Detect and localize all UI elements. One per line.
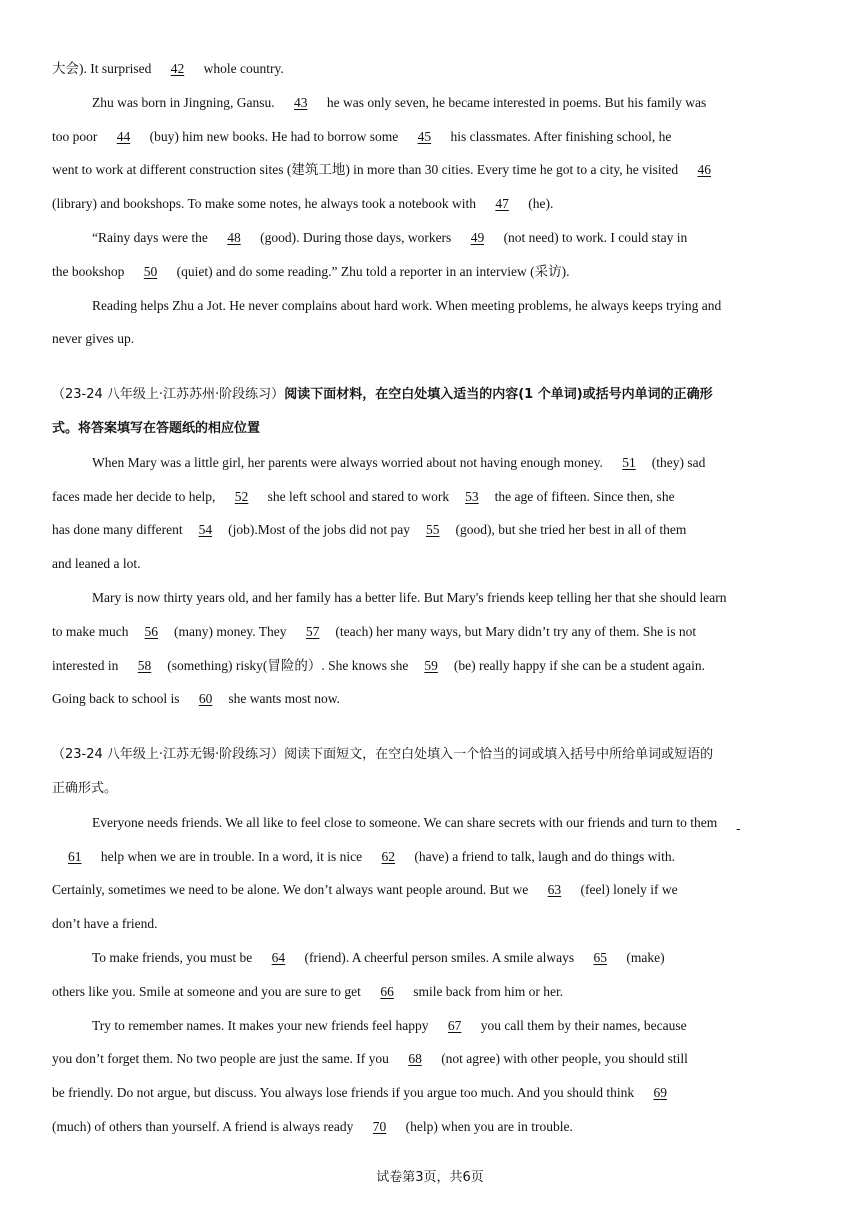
passage-2 <box>52 446 812 716</box>
text-line <box>52 187 812 221</box>
answer-blank[interactable]: 69 <box>653 1085 667 1101</box>
text-run: never gives up. <box>52 331 135 347</box>
text-run: the age of fifteen. Since then, she <box>494 488 675 504</box>
text-line <box>52 649 812 683</box>
passage-1 <box>52 52 812 356</box>
text-run: (make) <box>622 949 665 965</box>
answer-blank[interactable]: 44 <box>116 128 131 144</box>
text-run: has done many different <box>52 522 183 538</box>
text-run: Going back to school is <box>52 691 183 707</box>
answer-blank[interactable]: 51 <box>622 454 636 470</box>
answer-blank[interactable]: 59 <box>424 657 438 673</box>
answer-blank[interactable]: 53 <box>465 488 479 504</box>
answer-blank[interactable]: 65 <box>593 949 607 965</box>
exam-page <box>52 52 812 1144</box>
text-run: (good). During those days, workers <box>256 229 455 245</box>
text-run: (many) money. They <box>173 623 290 639</box>
answer-blank[interactable]: 54 <box>198 522 213 538</box>
answer-blank[interactable]: 70 <box>372 1118 387 1134</box>
text-run: and leaned a lot. <box>52 556 141 572</box>
text-run: (friend). A cheerful person smiles. A smile always <box>301 949 578 965</box>
text-run: faces made her decide to help, <box>52 488 219 504</box>
text-line <box>52 806 812 840</box>
text-run: 大会). It surprised <box>52 61 155 76</box>
text-run: Everyone needs friends. We all like to feel close to someone. We can share secrets with our friends and turn to them <box>92 814 721 830</box>
answer-blank[interactable] <box>721 806 756 840</box>
text-line <box>52 513 812 547</box>
text-line <box>52 480 812 514</box>
text-line <box>52 255 812 289</box>
text-run: his classmates. After finishing school, he <box>447 128 672 144</box>
text-run: (teach) her many ways, but Mary didn’t try any of them. She is not <box>335 623 697 639</box>
answer-blank[interactable]: 42 <box>170 61 185 76</box>
text-line <box>52 547 812 581</box>
text-line <box>52 1076 812 1110</box>
text-run: (have) a friend to talk, laugh and do things with. <box>411 848 675 864</box>
text-run: be friendly. Do not argue, but discuss. You always lose friends if you argue too much. And you should think <box>52 1085 638 1101</box>
text-run: (much) of others than yourself. A friend is always ready <box>52 1118 357 1134</box>
text-line <box>52 615 812 649</box>
section-2 <box>52 378 812 716</box>
section-2-heading-line-2: 式。将答案填写在答题纸的相应位置 <box>52 420 261 436</box>
text-run: (something) risky(冒险的）. She knows she <box>167 657 409 673</box>
answer-blank[interactable]: 68 <box>408 1051 422 1067</box>
section-3 <box>52 738 812 1144</box>
text-run: interested in <box>52 657 122 673</box>
text-run: went to work at different construction sites (建筑工地) in more than 30 cities. Every time he got to a city, he visited <box>52 162 682 178</box>
answer-blank[interactable]: 57 <box>305 623 320 639</box>
text-run: (job).Most of the jobs did not pay <box>228 522 410 538</box>
text-line <box>52 1042 812 1076</box>
text-run: whole country. <box>200 61 284 76</box>
text-run: (not agree) with other people, you should still <box>437 1051 688 1067</box>
text-line <box>52 581 812 615</box>
answer-blank[interactable]: 56 <box>144 623 158 639</box>
text-run: help when we are in trouble. In a word, it is nice <box>97 848 366 864</box>
section-3-heading-line-1: （23-24 八年级上·江苏无锡·阶段练习）阅读下面短文，在空白处填入一个恰当的词或填入括号中所给单词或短语的 <box>52 747 714 763</box>
section-2-instruction: 阅读下面材料，在空白处填入适当的内容(1 个单词)或括号内单词的正确形 <box>284 387 713 403</box>
text-line <box>52 322 812 356</box>
text-line <box>52 289 812 323</box>
answer-blank[interactable]: 67 <box>447 1017 462 1033</box>
text-run: the bookshop <box>52 263 128 279</box>
answer-blank[interactable]: 52 <box>234 488 249 504</box>
answer-blank[interactable]: 43 <box>294 94 308 110</box>
text-line <box>52 221 812 255</box>
text-run: (they) sad <box>651 454 706 470</box>
text-line <box>52 975 812 1009</box>
text-run: don’t have a friend. <box>52 916 158 932</box>
answer-blank[interactable]: 61 <box>68 848 82 864</box>
text-line <box>52 873 812 907</box>
text-run: To make friends, you must be <box>92 949 256 965</box>
text-line <box>52 941 812 975</box>
page-footer: 试卷第3页，共6页 <box>376 1170 484 1185</box>
answer-blank[interactable]: 48 <box>227 229 241 245</box>
text-run: Try to remember names. It makes your new friends feel happy <box>92 1017 432 1033</box>
text-run: Mary is now thirty years old, and her family has a better life. But Mary's friends keep telling her that she should learn <box>92 589 727 605</box>
section-3-heading-line-2: 正确形式。 <box>52 780 118 796</box>
text-run: Reading helps Zhu a Jot. He never complains about hard work. When meeting problems, he always keeps trying and <box>92 297 722 313</box>
text-run: (help) when you are in trouble. <box>402 1118 573 1134</box>
text-run: (he). <box>524 196 554 212</box>
answer-blank[interactable]: 46 <box>697 162 711 178</box>
text-run: Certainly, sometimes we need to be alone. We don’t always want people around. But we <box>52 882 532 898</box>
answer-blank[interactable]: 66 <box>380 983 394 999</box>
text-line <box>52 840 812 874</box>
answer-blank[interactable]: 64 <box>271 949 286 965</box>
text-run: (good), but she tried her best in all of them <box>455 522 687 538</box>
text-run: smile back from him or her. <box>409 983 564 999</box>
text-run: “Rainy days were the <box>92 229 212 245</box>
text-run: you don’t forget them. No two people are just the same. If you <box>52 1051 393 1067</box>
text-run: (feel) lonely if we <box>577 882 678 898</box>
answer-blank[interactable]: 62 <box>381 848 396 864</box>
text-line <box>52 1009 812 1043</box>
text-run: she left school and stared to work <box>264 488 450 504</box>
answer-blank[interactable]: 55 <box>425 522 440 538</box>
answer-blank[interactable]: 45 <box>417 128 432 144</box>
text-run: she wants most now. <box>228 691 340 707</box>
passage-3 <box>52 806 812 1144</box>
text-run: to make much <box>52 623 129 639</box>
text-run: Zhu was born in Jingning, Gansu. <box>92 94 278 110</box>
text-line <box>52 86 812 120</box>
text-line <box>52 52 812 86</box>
section-2-heading-line-1 <box>52 378 812 412</box>
text-run: (library) and bookshops. To make some notes, he always took a notebook with <box>52 196 480 212</box>
answer-blank[interactable]: 49 <box>470 229 485 245</box>
text-run: too poor <box>52 128 101 144</box>
text-line <box>52 682 812 716</box>
text-run: When Mary was a little girl, her parents were always worried about not having enough money. <box>92 454 607 470</box>
text-run: (be) really happy if she can be a student again. <box>453 657 705 673</box>
text-line <box>52 907 812 941</box>
answer-blank[interactable]: 50 <box>143 263 158 279</box>
text-line <box>52 446 812 480</box>
answer-blank[interactable]: 47 <box>495 196 509 212</box>
text-run: others like you. Smile at someone and you are sure to get <box>52 983 365 999</box>
text-run: (not need) to work. I could stay in <box>500 229 688 245</box>
text-run: he was only seven, he became interested in poems. But his family was <box>323 94 707 110</box>
section-2-source: （23-24 八年级上·江苏苏州·阶段练习） <box>52 387 285 403</box>
answer-blank[interactable]: 60 <box>198 691 213 707</box>
text-run: (buy) him new books. He had to borrow some <box>146 128 402 144</box>
text-run: you call them by their names, because <box>477 1017 687 1033</box>
text-line <box>52 120 812 154</box>
text-run: (quiet) and do some reading.” Zhu told a reporter in an interview (采访). <box>173 263 570 279</box>
text-line <box>52 153 812 187</box>
answer-blank[interactable]: 58 <box>137 657 152 673</box>
answer-blank[interactable]: 63 <box>547 882 562 898</box>
text-line <box>52 1110 812 1144</box>
